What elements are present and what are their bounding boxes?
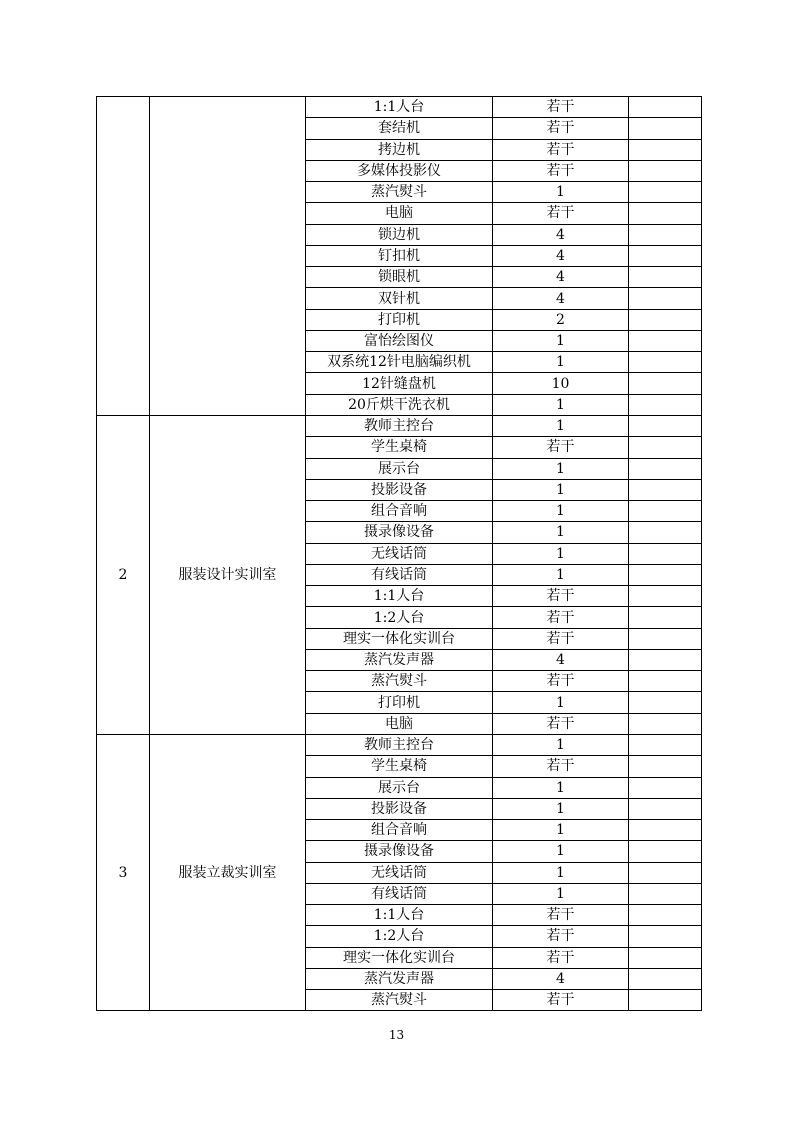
remark-cell	[629, 330, 702, 351]
quantity-cell: 2	[493, 309, 629, 330]
equipment-name-cell: 无线话筒	[306, 543, 493, 564]
equipment-name-cell: 投影设备	[306, 479, 493, 500]
equipment-name-cell: 多媒体投影仪	[306, 160, 493, 181]
remark-cell	[629, 564, 702, 585]
remark-cell	[629, 968, 702, 989]
remark-cell	[629, 479, 702, 500]
quantity-cell: 1	[493, 330, 629, 351]
quantity-cell: 若干	[493, 756, 629, 777]
remark-cell	[629, 671, 702, 692]
remark-cell	[629, 905, 702, 926]
remark-cell	[629, 756, 702, 777]
quantity-cell: 1	[493, 564, 629, 585]
remark-cell	[629, 458, 702, 479]
remark-cell	[629, 160, 702, 181]
equipment-name-cell: 双系统12针电脑编织机	[306, 352, 493, 373]
equipment-name-cell: 蒸汽熨斗	[306, 990, 493, 1011]
quantity-cell: 若干	[493, 671, 629, 692]
remark-cell	[629, 543, 702, 564]
quantity-cell: 1	[493, 798, 629, 819]
equipment-name-cell: 1:1人台	[306, 97, 493, 118]
remark-cell	[629, 628, 702, 649]
equipment-name-cell: 打印机	[306, 309, 493, 330]
quantity-cell: 若干	[493, 990, 629, 1011]
quantity-cell: 1	[493, 841, 629, 862]
equipment-name-cell: 1:1人台	[306, 905, 493, 926]
remark-cell	[629, 926, 702, 947]
equipment-name-cell: 电脑	[306, 203, 493, 224]
quantity-cell: 若干	[493, 118, 629, 139]
equipment-name-cell: 摄录像设备	[306, 841, 493, 862]
remark-cell	[629, 415, 702, 436]
quantity-cell: 1	[493, 458, 629, 479]
equipment-name-cell: 双针机	[306, 288, 493, 309]
quantity-cell: 若干	[493, 607, 629, 628]
equipment-name-cell: 锁眼机	[306, 267, 493, 288]
equipment-name-cell: 1:1人台	[306, 586, 493, 607]
table-row	[97, 415, 702, 436]
quantity-cell: 1	[493, 692, 629, 713]
room-name-cell: 服装立裁实训室	[150, 734, 306, 1010]
equipment-name-cell: 有线话筒	[306, 883, 493, 904]
equipment-name-cell: 1:2人台	[306, 607, 493, 628]
equipment-name-cell: 1:2人台	[306, 926, 493, 947]
remark-cell	[629, 947, 702, 968]
quantity-cell: 若干	[493, 713, 629, 734]
equipment-name-cell: 20斤烘干洗衣机	[306, 394, 493, 415]
remark-cell	[629, 139, 702, 160]
remark-cell	[629, 586, 702, 607]
remark-cell	[629, 649, 702, 670]
room-name-cell	[150, 97, 306, 416]
remark-cell	[629, 692, 702, 713]
equipment-name-cell: 学生桌椅	[306, 756, 493, 777]
equipment-name-cell: 教师主控台	[306, 734, 493, 755]
equipment-name-cell: 组合音响	[306, 820, 493, 841]
remark-cell	[629, 607, 702, 628]
equipment-name-cell: 套结机	[306, 118, 493, 139]
equipment-name-cell: 锁边机	[306, 224, 493, 245]
quantity-cell: 1	[493, 734, 629, 755]
remark-cell	[629, 224, 702, 245]
quantity-cell: 1	[493, 777, 629, 798]
equipment-name-cell: 蒸汽发声器	[306, 968, 493, 989]
quantity-cell: 4	[493, 968, 629, 989]
remark-cell	[629, 820, 702, 841]
quantity-cell: 若干	[493, 160, 629, 181]
equipment-name-cell: 钉扣机	[306, 245, 493, 266]
room-number-cell: 3	[97, 734, 150, 1010]
equipment-name-cell: 蒸汽熨斗	[306, 671, 493, 692]
equipment-name-cell: 拷边机	[306, 139, 493, 160]
quantity-cell: 1	[493, 352, 629, 373]
equipment-name-cell: 展示台	[306, 777, 493, 798]
table-row	[97, 734, 702, 755]
quantity-cell: 若干	[493, 905, 629, 926]
quantity-cell: 1	[493, 182, 629, 203]
quantity-cell: 1	[493, 543, 629, 564]
equipment-name-cell: 理实一体化实训台	[306, 947, 493, 968]
equipment-name-cell: 有线话筒	[306, 564, 493, 585]
equipment-name-cell: 教师主控台	[306, 415, 493, 436]
remark-cell	[629, 182, 702, 203]
room-number-cell	[97, 97, 150, 416]
quantity-cell: 若干	[493, 97, 629, 118]
remark-cell	[629, 288, 702, 309]
quantity-cell: 1	[493, 883, 629, 904]
equipment-name-cell: 电脑	[306, 713, 493, 734]
table-row	[97, 97, 702, 118]
quantity-cell: 若干	[493, 437, 629, 458]
remark-cell	[629, 373, 702, 394]
equipment-name-cell: 学生桌椅	[306, 437, 493, 458]
page-number: 13	[388, 1028, 405, 1042]
quantity-cell: 1	[493, 820, 629, 841]
remark-cell	[629, 267, 702, 288]
remark-cell	[629, 734, 702, 755]
remark-cell	[629, 990, 702, 1011]
quantity-cell: 若干	[493, 586, 629, 607]
quantity-cell: 4	[493, 224, 629, 245]
quantity-cell: 若干	[493, 139, 629, 160]
remark-cell	[629, 522, 702, 543]
quantity-cell: 4	[493, 649, 629, 670]
equipment-name-cell: 摄录像设备	[306, 522, 493, 543]
equipment-table-body	[97, 97, 702, 1011]
quantity-cell: 10	[493, 373, 629, 394]
remark-cell	[629, 777, 702, 798]
quantity-cell: 1	[493, 862, 629, 883]
remark-cell	[629, 309, 702, 330]
equipment-name-cell: 理实一体化实训台	[306, 628, 493, 649]
equipment-table	[96, 96, 702, 1011]
equipment-name-cell: 投影设备	[306, 798, 493, 819]
remark-cell	[629, 394, 702, 415]
remark-cell	[629, 97, 702, 118]
equipment-name-cell: 12针缝盘机	[306, 373, 493, 394]
quantity-cell: 1	[493, 394, 629, 415]
quantity-cell: 1	[493, 415, 629, 436]
equipment-name-cell: 富怡绘图仪	[306, 330, 493, 351]
quantity-cell: 若干	[493, 203, 629, 224]
remark-cell	[629, 203, 702, 224]
room-number-cell: 2	[97, 415, 150, 734]
remark-cell	[629, 841, 702, 862]
remark-cell	[629, 798, 702, 819]
remark-cell	[629, 713, 702, 734]
room-name-cell: 服装设计实训室	[150, 415, 306, 734]
equipment-name-cell: 组合音响	[306, 501, 493, 522]
quantity-cell: 若干	[493, 926, 629, 947]
remark-cell	[629, 352, 702, 373]
quantity-cell: 4	[493, 288, 629, 309]
remark-cell	[629, 862, 702, 883]
quantity-cell: 4	[493, 267, 629, 288]
remark-cell	[629, 883, 702, 904]
equipment-name-cell: 展示台	[306, 458, 493, 479]
quantity-cell: 若干	[493, 947, 629, 968]
quantity-cell: 1	[493, 501, 629, 522]
equipment-name-cell: 蒸汽熨斗	[306, 182, 493, 203]
quantity-cell: 4	[493, 245, 629, 266]
quantity-cell: 1	[493, 479, 629, 500]
equipment-name-cell: 打印机	[306, 692, 493, 713]
quantity-cell: 若干	[493, 628, 629, 649]
equipment-name-cell: 蒸汽发声器	[306, 649, 493, 670]
quantity-cell: 1	[493, 522, 629, 543]
remark-cell	[629, 501, 702, 522]
remark-cell	[629, 437, 702, 458]
equipment-name-cell: 无线话筒	[306, 862, 493, 883]
remark-cell	[629, 118, 702, 139]
remark-cell	[629, 245, 702, 266]
